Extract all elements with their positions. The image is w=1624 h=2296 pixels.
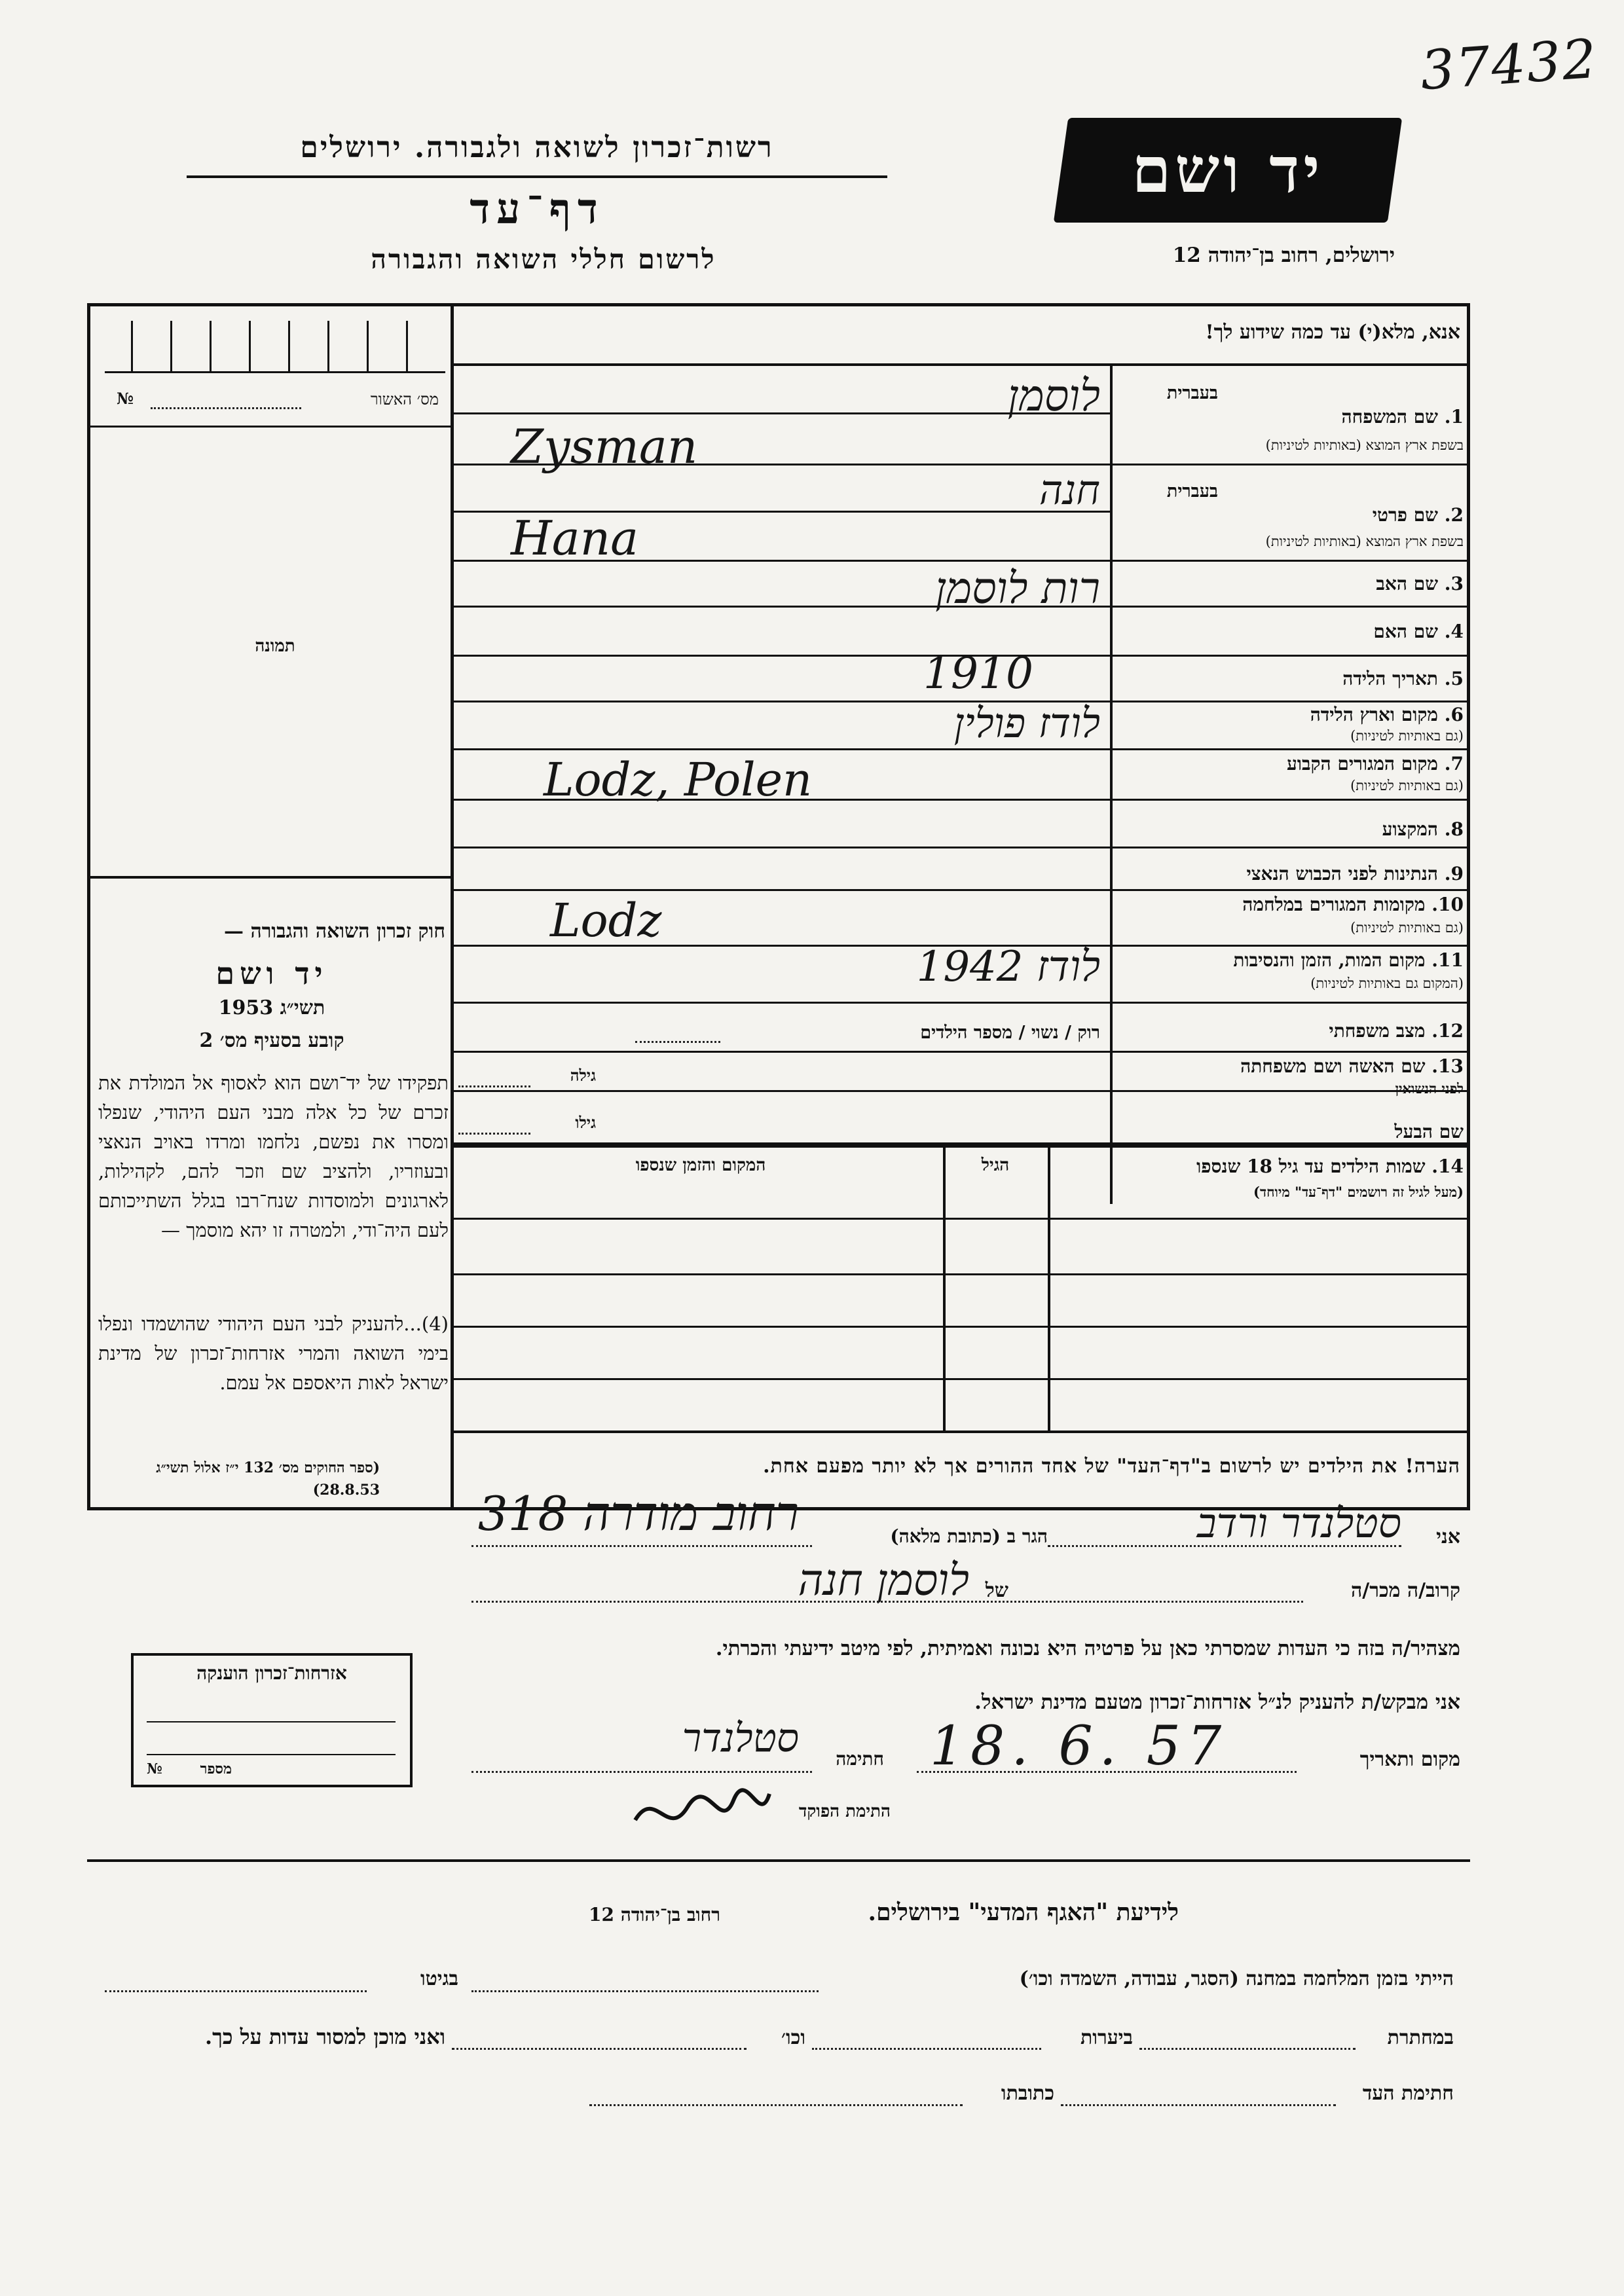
field-4-label: 4. שם האם [1373, 621, 1464, 642]
decl-prefix: אני [1436, 1525, 1460, 1548]
decl-statement: מצהיר/ה בזה כי העדות שמסרתי כאן על פרטיה היא נכונה ואמיתית, לפי מיטב ידיעתי והכרתי. [715, 1637, 1460, 1660]
archive-number: 37432 [1418, 27, 1600, 103]
citizenship-box: אזרחות־זכרון הוענקה מספר № [131, 1653, 413, 1787]
field-6-label: 6. מקום וארץ הלידה [1310, 704, 1464, 725]
field-3-label: 3. שם האב [1376, 573, 1464, 594]
children-label: 14. שמות הילדים עד גיל 18 שנספו [1196, 1156, 1464, 1177]
hebrew-label-1: בעברית [1166, 383, 1218, 403]
field-11-value: לודז 1942 [916, 943, 1100, 991]
field-2-latin-value: Hana [511, 511, 639, 566]
place-date-label: מקום ותאריך [1359, 1748, 1460, 1771]
decl-resides: הגר ב (כתובת מלאה) [890, 1525, 1048, 1547]
approval-label: מס׳ האשור [370, 390, 439, 409]
field-2-label: 2. שם פרטי [1372, 504, 1464, 526]
field-8-label: 8. המקצוע [1382, 818, 1464, 840]
children-col-place: המקום והזמן שנספו [635, 1156, 766, 1175]
husband-name-label: שם הבעל [1394, 1121, 1464, 1142]
footer-address: רחוב בן־יהודה 12 [589, 1904, 720, 1925]
field-10-sub: (גם באותיות לטיניות) [1350, 920, 1464, 936]
footer-line3-a: חתימת העד [1362, 2082, 1454, 2105]
law-title: חוק זכרון השואה והגבורה — [224, 920, 445, 943]
decl-relative-name: לוסמן חנה [798, 1555, 969, 1605]
place-date-value: 18. 6. 57 [930, 1715, 1228, 1777]
law-source: (ספר החוקים מס׳ 132 י״ז אלול תשי״ג 28.8.53) [156, 1459, 380, 1499]
footer-line2-c: וכו׳ [781, 2026, 805, 2049]
field-5-label: 5. תאריך הלידה [1342, 668, 1464, 689]
photo-label: תמונה [255, 636, 295, 656]
field-9-label: 9. הנתינות לפני הכבוש הנאצי [1246, 863, 1464, 884]
field-2-hebrew-value: חנה [1039, 466, 1100, 514]
header-title: דף־עד [470, 185, 604, 234]
field-7-sub: (גם באותיות לטיניות) [1350, 778, 1464, 793]
field-7-label: 7. מקום המגורים הקבוע [1287, 753, 1464, 774]
field-6-sub: (גם באותיות לטיניות) [1350, 728, 1464, 744]
field-7-value: Lodz, Polen [544, 753, 813, 807]
header-address: ירושלים, רחוב בן־יהודה 12 [1172, 244, 1395, 267]
header-subtitle: לרשום חללי השואה והגבורה [371, 244, 716, 275]
law-text: תפקידו של יד־ושם הוא לאסוף אל המולדת את זכרם של כל אלה מבני העם היהודי, שנפלו ומסרו את נפשם, נלחמו ומרדו באויב הנאצי ובעוזריו, ולהציב שם וזכר להם, לקהילות, לארגונים ולמוסדות שנח־רבו בגלל השתייכותם לעם היה־ודי, ולמטרה זו יהא מוסמך — [98, 1072, 449, 1241]
field-1-latin-value: Zysman [511, 419, 698, 474]
decl-name: סטלנדר ורדב [1196, 1499, 1401, 1547]
footer-line2-end: ואני מוכן למסור עדות על כך. [204, 2024, 445, 2049]
children-col-age: הגיל [981, 1156, 1010, 1175]
decl-relation: קרוב/ה מכר/ה [1351, 1579, 1460, 1602]
signature-label: חתימה [836, 1748, 884, 1770]
field-13-age-label: גילה [570, 1066, 596, 1085]
field-13-sub: לפני הנשואין [1395, 1080, 1464, 1097]
law-year: תשי״ג 1953 [218, 996, 325, 1019]
decl-request: אני מבקש/ת להעניק לנ״ל אזרחות־זכרון מטעם מדינת ישראל. [974, 1690, 1460, 1714]
footer-line1-end: בגיטו [420, 1967, 458, 1990]
field-2-sub: בשפת ארץ המוצא (באותיות לטיניות) [1265, 534, 1464, 549]
field-6-value: לודז פולין [953, 699, 1100, 747]
law-clause: קובע בסעיף מס׳ 2 [199, 1029, 344, 1052]
field-5-value: 1910 [923, 648, 1033, 699]
field-12-label: 12. מצב משפחתי [1329, 1020, 1464, 1042]
header-authority: רשות־זכרון לשואה ולגבורה. ירושלים [300, 131, 774, 164]
hebrew-label-2: בעברית [1166, 481, 1218, 501]
law-name: יד ושם [215, 956, 328, 991]
footer-line3-b: כתובתו [1001, 2082, 1054, 2105]
signature-value: סטלנדר [682, 1715, 799, 1761]
yad-vashem-logo: יד ושם [1054, 118, 1402, 223]
code-boxes [105, 321, 445, 373]
field-3-value: רות לוסמן [935, 563, 1100, 613]
children-sub: (מעל לגיל זה רושמים "דף־עד" מיוחד) [1253, 1184, 1464, 1200]
field-10-value: Lodz [550, 894, 662, 947]
field-11-label: 11. מקום המות, הזמן והנסיבות [1233, 949, 1464, 971]
approval-no-label: № [117, 389, 134, 408]
husband-age-label: גילו [575, 1113, 596, 1132]
official-signature [629, 1781, 773, 1840]
footer-line2-a: במחתרת [1387, 2026, 1454, 2049]
form-instruction: אנא, מלא(י) עד כמה שידוע לך! [1205, 321, 1460, 344]
field-1-hebrew-value: לוסמן [1007, 371, 1100, 421]
footer-line1: הייתי בזמן המלחמה במחנה (הסגר, עבודה, השמדה וכו׳) [1019, 1967, 1454, 1990]
field-1-label: 1. שם המשפחה [1341, 406, 1464, 428]
field-12-value: רוק / נשוי / מספר הילדים [920, 1023, 1100, 1043]
footer-line2-b: ביערות [1080, 2026, 1133, 2049]
note: הערה! את הילדים יש לרשום ב"דף־העד" של אחד ההורים אך לא יותר מפעם אחת. [763, 1455, 1460, 1478]
footer-title: לידיעת "האגף המדעי" בירושלים. [868, 1899, 1179, 1926]
official-label: התימת הפוקד [798, 1802, 891, 1821]
field-13-label: 13. שם האשה ושם משפחתה [1240, 1055, 1464, 1077]
decl-of: של [985, 1579, 1008, 1602]
field-1-sub: בשפת ארץ המוצא (באותיות לטיניות) [1265, 437, 1464, 453]
decl-address: רחוב מודרה 318 [477, 1486, 799, 1541]
field-11-sub: (המקום גם באותיות לטיניות) [1310, 975, 1464, 991]
field-10-label: 10. מקומות המגורים במלחמה [1242, 894, 1464, 915]
law-text-4: (4)...להעניק לבני העם היהודי שהושמדו ונפלו בימי השואה והמרי אזרחות־זכרון של מדינת ישראל לאות היאספם אל עמם. [98, 1313, 449, 1394]
